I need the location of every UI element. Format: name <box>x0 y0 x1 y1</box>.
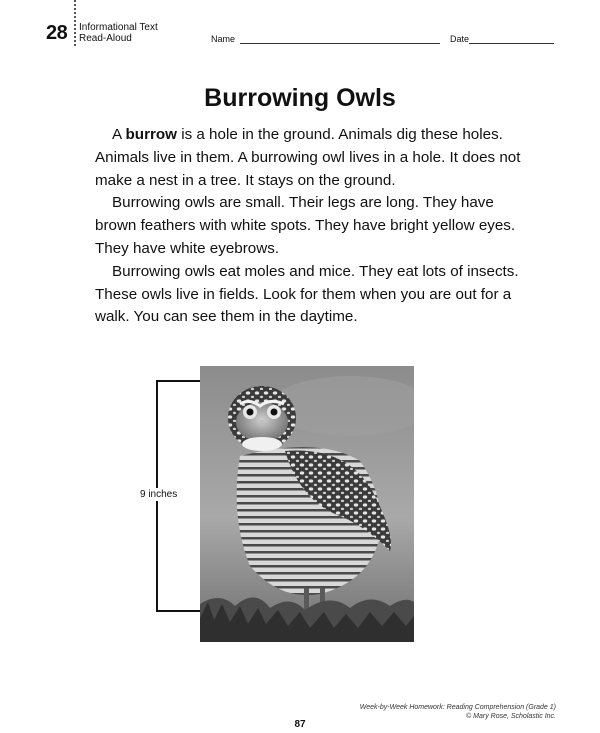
paragraph-1 <box>95 124 525 192</box>
paragraph-1-rest: is a hole in the ground. Animals dig these holes. Animals live in them. A burrowing owl lives in a hole. It does not make a nest in a tree. It stays on the ground. <box>95 126 521 189</box>
header-page-number: 28 <box>46 22 68 44</box>
name-field[interactable] <box>240 43 440 44</box>
reading-passage <box>95 124 525 329</box>
header-dotted-divider <box>74 0 76 46</box>
credit-line-1: Week-by-Week Homework: Reading Comprehension (Grade 1) <box>359 704 556 711</box>
paragraph-3: Burrowing owls eat moles and mice. They eat lots of insects. These owls live in fields. Look for them when you are out for a walk. You can see them in the daytime. <box>95 262 519 326</box>
name-label: Name <box>211 34 236 44</box>
category-line-2: Read-Aloud <box>79 33 132 44</box>
credit-line-2: © Mary Rose, Scholastic Inc. <box>466 713 556 720</box>
vocab-word-burrow: burrow <box>125 126 177 143</box>
measure-label: 9 inches <box>140 489 178 500</box>
owl-illustration <box>200 366 414 642</box>
date-label: Date <box>450 34 470 44</box>
footer-page-number: 87 <box>294 719 306 730</box>
date-field[interactable] <box>469 43 554 44</box>
category-line-1: Informational Text <box>79 22 158 33</box>
paragraph-1-start: A <box>112 126 126 143</box>
paragraph-2: Burrowing owls are small. Their legs are long. They have brown feathers with white spots. They have bright yellow eyes. They have white eyebrows. <box>95 194 516 257</box>
page-title: Burrowing Owls <box>204 84 396 112</box>
page-header <box>0 0 600 60</box>
owl-photo <box>200 366 414 642</box>
header-category <box>79 22 158 44</box>
